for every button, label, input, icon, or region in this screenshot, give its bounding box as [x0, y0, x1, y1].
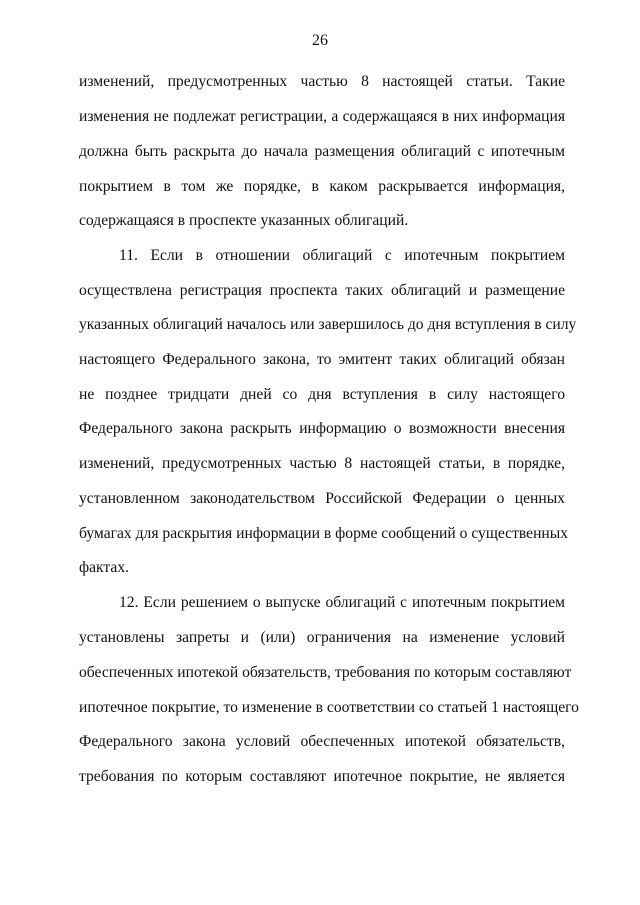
- paragraph-11-first-line: 11. Если в отношении облигаций с ипотечным покрытием: [119, 247, 565, 264]
- text-line: Федерального закона раскрыть информацию о возможности внесения: [79, 420, 565, 437]
- text-line: настоящего Федерального закона, то эмитент таких облигаций обязан: [79, 351, 565, 368]
- text-line: осуществлена регистрация проспекта таких облигаций и размещение: [79, 282, 565, 299]
- text-line: указанных облигаций началось или завершилось до дня вступления в силу: [79, 316, 577, 333]
- text-line: изменений, предусмотренных частью 8 настоящей статьи, в порядке,: [79, 455, 565, 472]
- text-line: установлены запреты и (или) ограничения на изменение условий: [79, 629, 565, 646]
- paragraph-12-first-line: 12. Если решением о выпуске облигаций с ипотечным покрытием: [119, 594, 565, 611]
- text-line: изменений, предусмотренных частью 8 настоящей статьи. Такие: [79, 73, 565, 90]
- text-line: бумагах для раскрытия информации в форме сообщений о существенных: [79, 525, 569, 542]
- text-line: содержащаяся в проспекте указанных облигаций.: [79, 212, 409, 229]
- text-line: фактах.: [79, 559, 130, 576]
- text-line: установленном законодательством Российской Федерации о ценных: [79, 490, 565, 507]
- text-line: должна быть раскрыта до начала размещения облигаций с ипотечным: [79, 143, 565, 160]
- text-line: Федерального закона условий обеспеченных ипотекой обязательств,: [79, 733, 565, 750]
- text-line: изменения не подлежат регистрации, а содержащаяся в них информация: [79, 108, 565, 125]
- text-line: не позднее тридцати дней со дня вступления в силу настоящего: [79, 386, 565, 403]
- page-number: 26: [312, 32, 328, 49]
- text-line: обеспеченных ипотекой обязательств, требования по которым составляют: [79, 664, 572, 681]
- text-line: покрытием в том же порядке, в каком раскрывается информация,: [79, 178, 565, 195]
- text-line: требования по которым составляют ипотечное покрытие, не является: [79, 768, 565, 785]
- text-line: ипотечное покрытие, то изменение в соответствии со статьей 1 настоящего: [79, 699, 579, 716]
